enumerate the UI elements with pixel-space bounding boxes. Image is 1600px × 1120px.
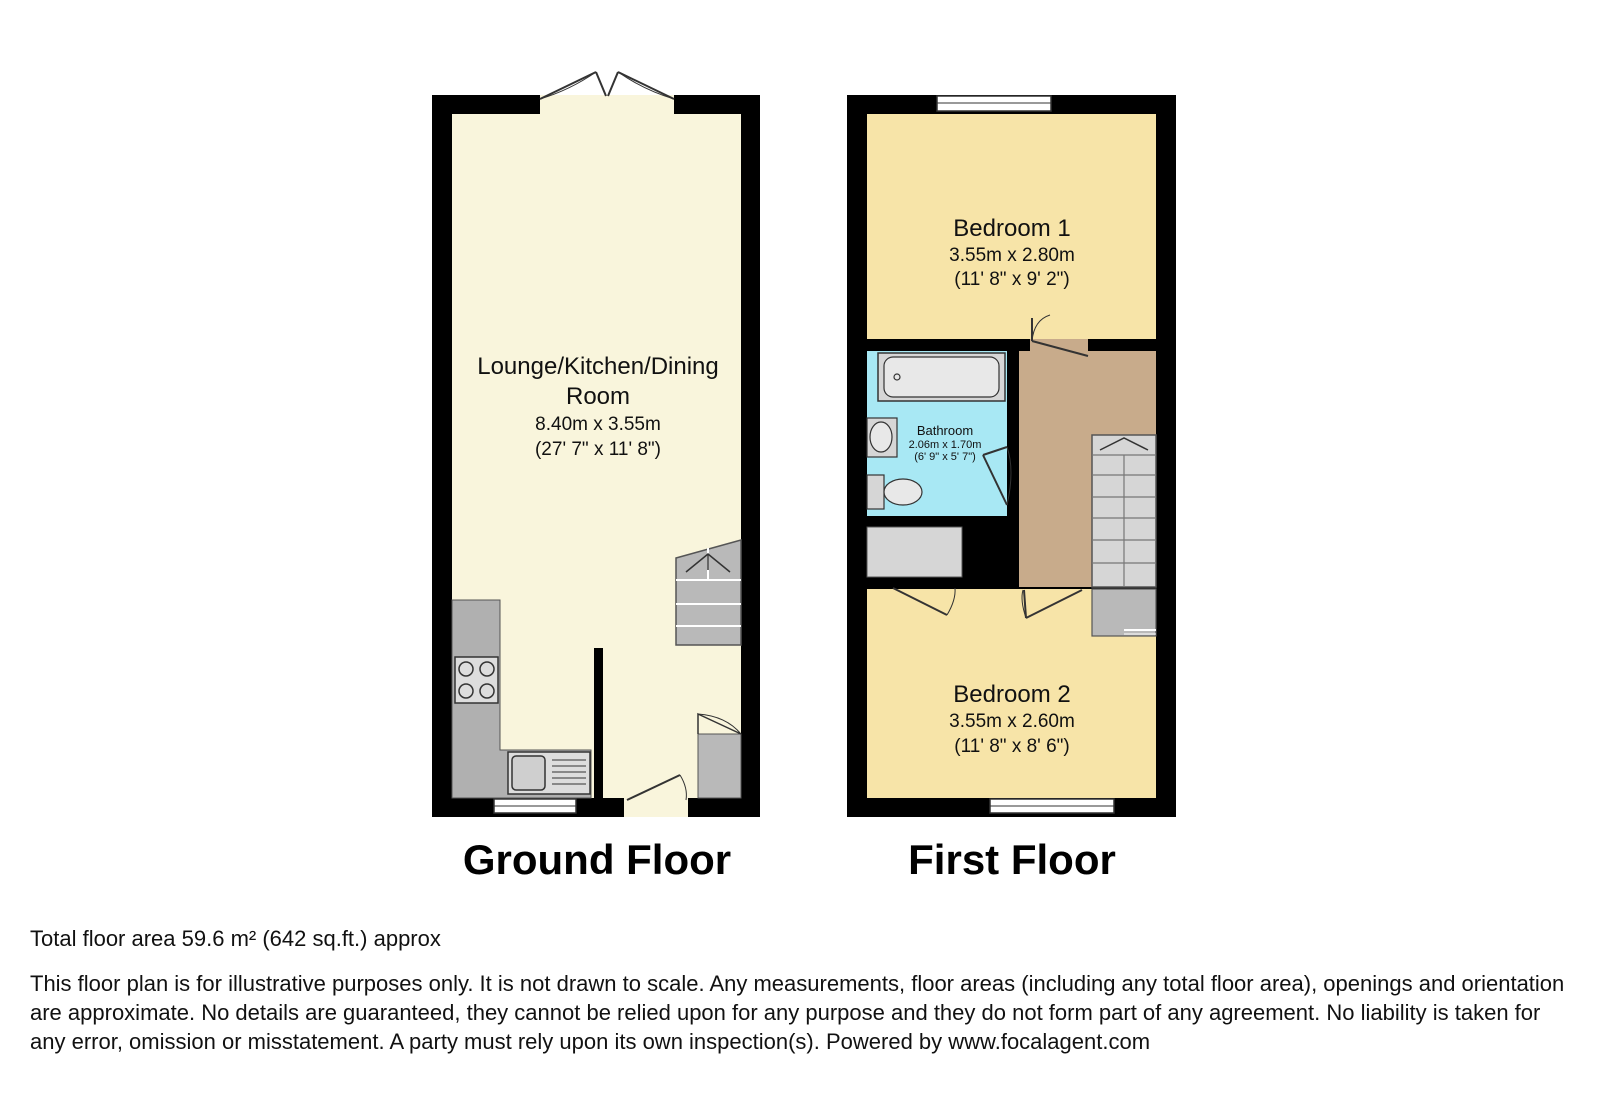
front-door-opening — [624, 798, 688, 817]
bedroom-2-name: Bedroom 2 — [953, 681, 1071, 708]
bedroom-1-window — [937, 96, 1051, 111]
ground-floor-staircase — [676, 540, 741, 645]
lounge-name-line2: Room — [565, 383, 631, 410]
hob — [455, 657, 498, 703]
first-floor-staircase — [1092, 435, 1156, 587]
french-doors — [540, 72, 674, 99]
bedroom-2-size-metric: 3.55m x 2.60m — [949, 711, 1075, 732]
ground-floor-window — [494, 799, 576, 813]
kitchen-sink — [508, 752, 590, 794]
total-floor-area: Total floor area 59.6 m² (642 sq.ft.) approx — [30, 926, 441, 951]
bathroom-size-metric: 2.06m x 1.70m — [908, 439, 982, 451]
first-floor-title: First Floor — [908, 836, 1116, 883]
bedroom-1-door-opening — [1030, 339, 1088, 353]
ground-floor-title: Ground Floor — [462, 836, 732, 883]
bedroom-2-wardrobe — [1092, 589, 1156, 636]
bathroom-name: Bathroom — [916, 423, 974, 438]
bedroom-1-name: Bedroom 1 — [953, 215, 1071, 242]
bedroom-2-window — [990, 799, 1114, 813]
internal-wall-stub — [594, 648, 603, 798]
bedroom-2-size-imperial: (11' 8" x 8' 6") — [954, 736, 1070, 757]
bedroom-1-size-imperial: (11' 8" x 9' 2") — [954, 269, 1070, 290]
french-door-opening — [540, 95, 674, 115]
lounge-name-line1: Lounge/Kitchen/Dining — [477, 353, 719, 380]
ground-floor-plan — [432, 72, 760, 883]
bathroom-size-imperial: (6' 9" x 5' 7") — [914, 451, 976, 463]
disclaimer-text: This floor plan is for illustrative purposes only. It is not drawn to scale. Any measurements, floor areas (including any total floor area), openings and orientation are approximate. No details are guaranteed, they cannot be relied upon for any purpose and they do not form part of any agreement. No liability is taken for any error, omission or misstatement. A party must rely upon its own inspection(s). Powered by www.focalagent.com — [30, 971, 1565, 1054]
lounge-size-imperial: (27' 7" x 11' 8") — [534, 439, 662, 460]
bath-tub — [878, 353, 1005, 401]
bedroom-1-size-metric: 3.55m x 2.80m — [949, 245, 1075, 266]
bathroom-basin — [867, 418, 897, 457]
lounge-size-metric: 8.40m x 3.55m — [535, 414, 661, 435]
airing-cupboard — [867, 527, 962, 577]
first-floor-plan — [847, 95, 1176, 883]
